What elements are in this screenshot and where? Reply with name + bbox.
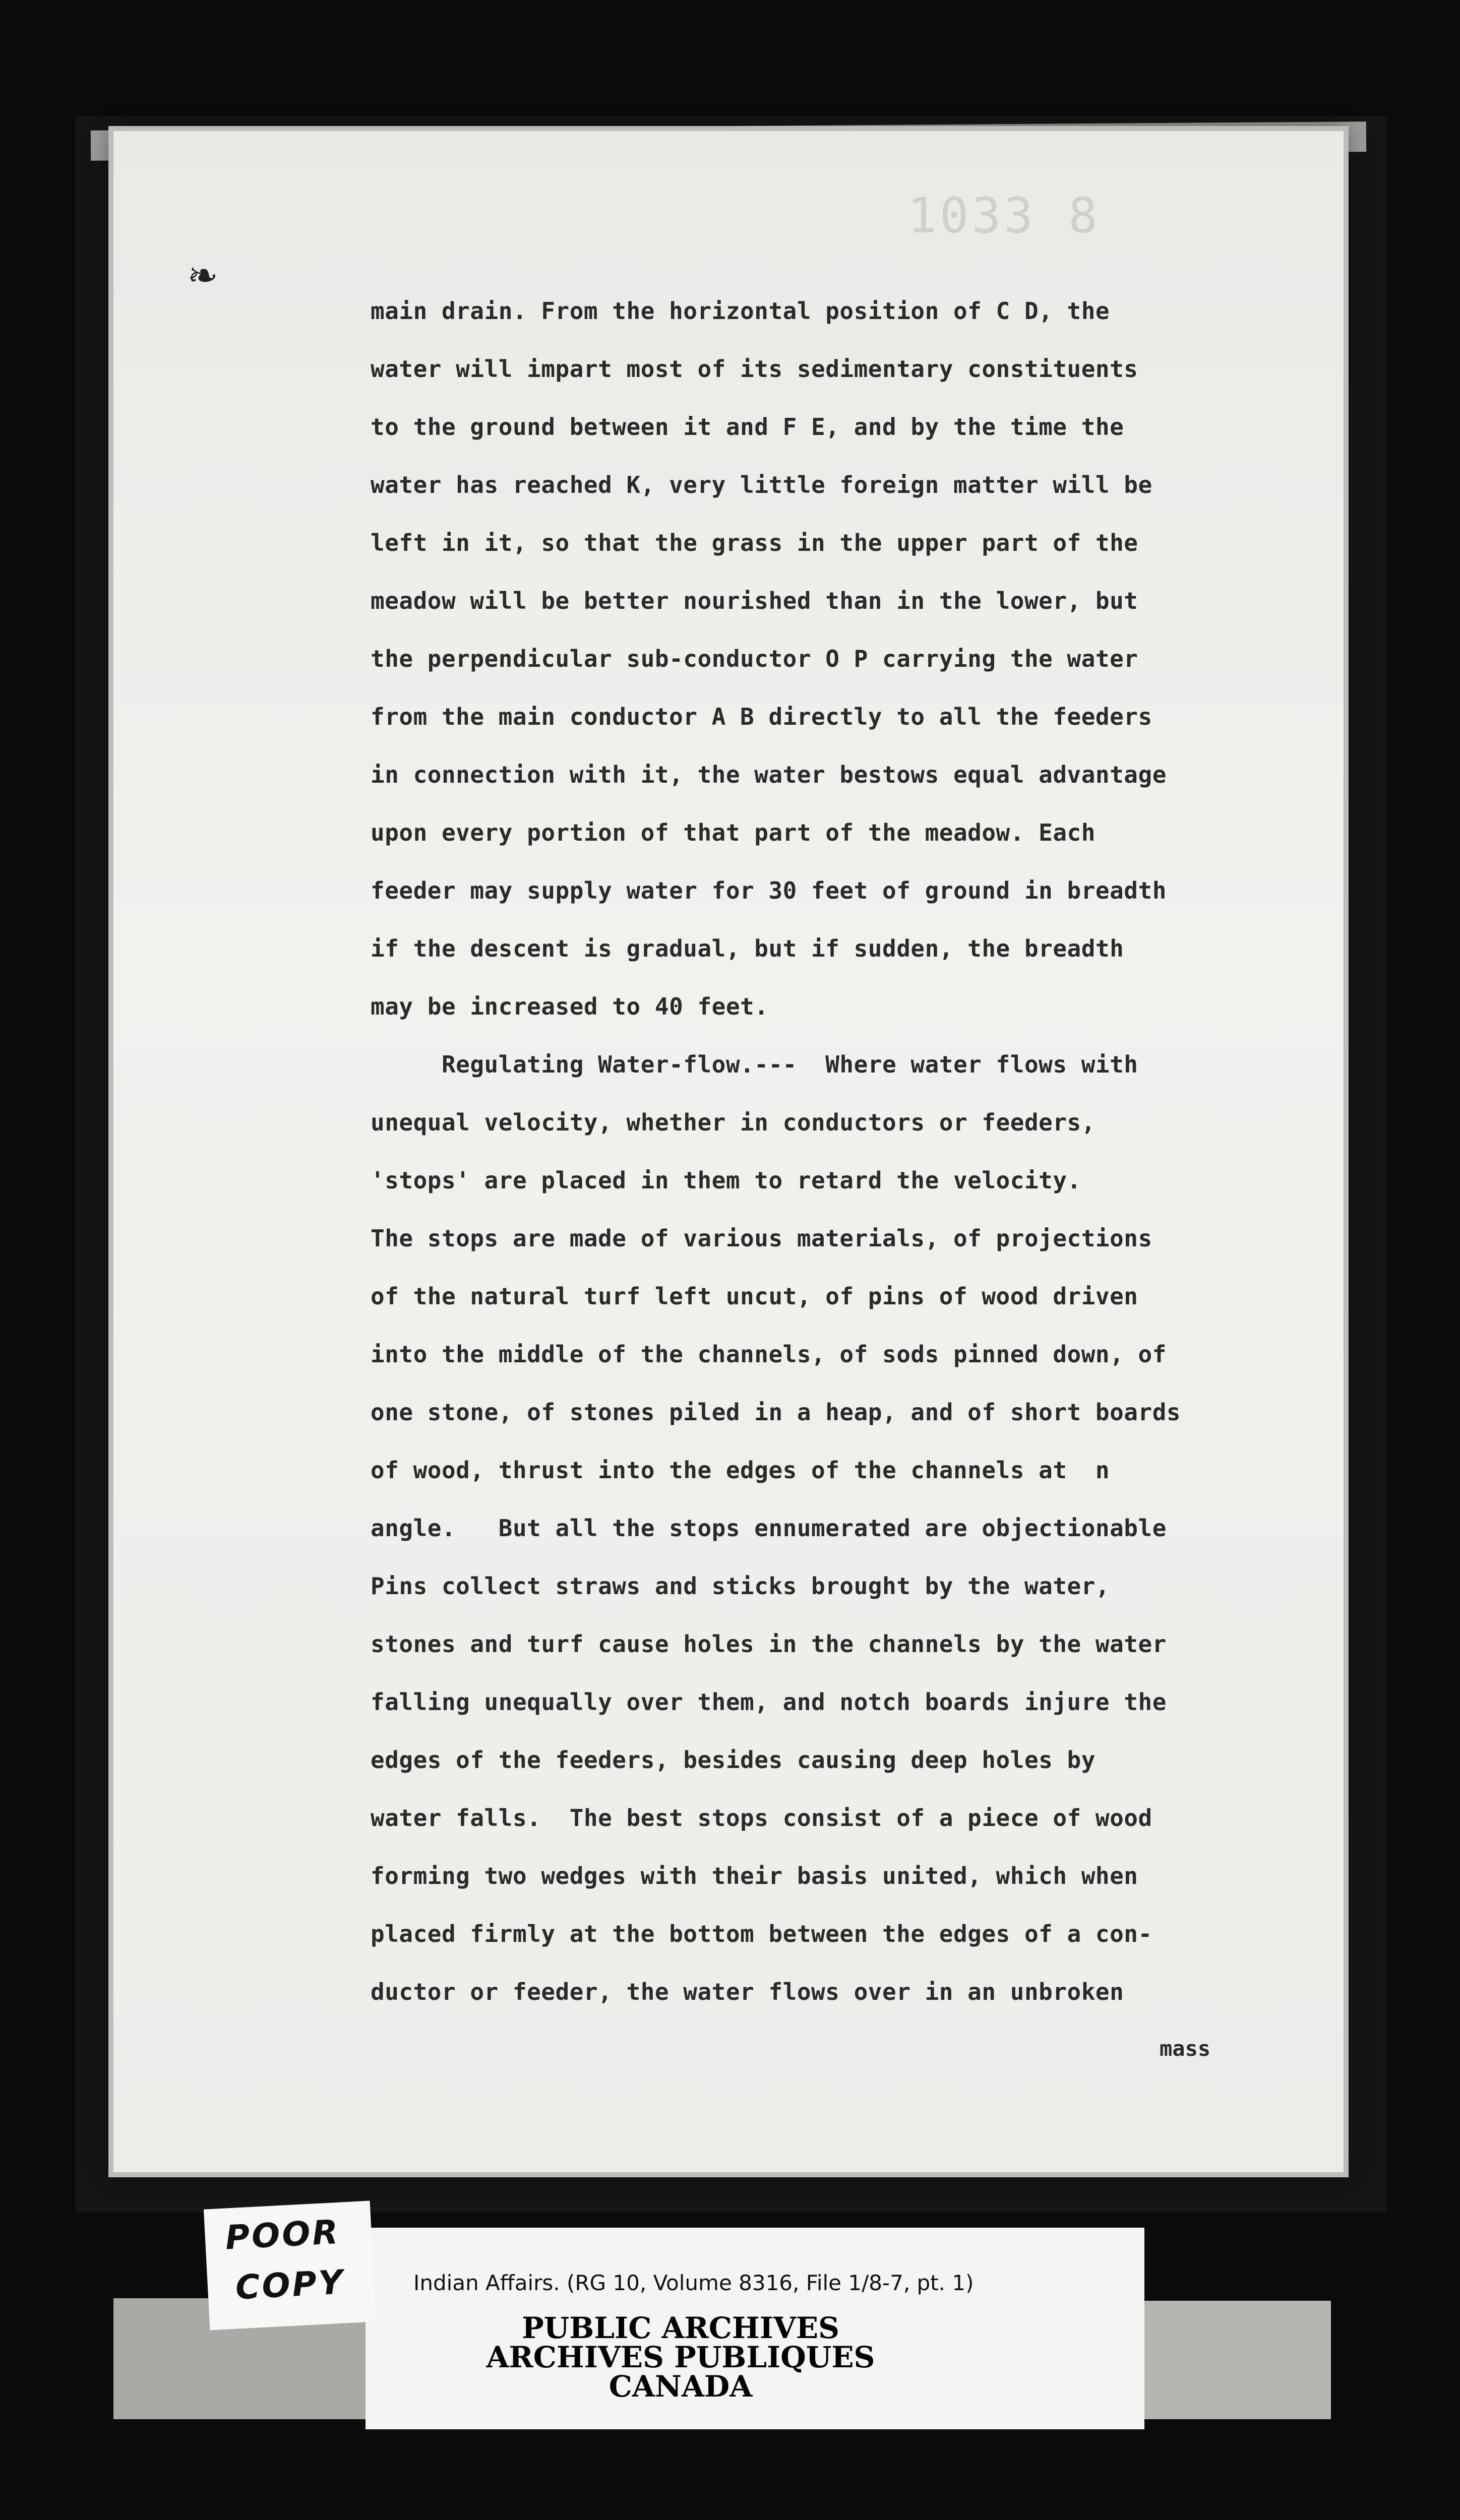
page-stamp-number: 1033 8 [907, 187, 1101, 244]
catchword: mass [1160, 2036, 1211, 2061]
section-heading-line: Regulating Water-flow.--- Where water flows with [371, 1051, 1138, 1078]
text-line: of wood, thrust into the edges of the channels at n [371, 1457, 1110, 1484]
text-line: angle. But all the stops ennumerated are objectionable [371, 1515, 1167, 1542]
text-line: placed firmly at the bottom between the edges of a con- [371, 1920, 1152, 1947]
text-line: left in it, so that the grass in the upper part of the [371, 529, 1138, 556]
poor-copy-line2: COPY [234, 2262, 346, 2307]
text-line: the perpendicular sub-conductor O P carrying the water [371, 645, 1138, 672]
archive-name-french: ARCHIVES PUBLIQUES [486, 2340, 875, 2374]
text-line: one stone, of stones piled in a heap, and of short boards [371, 1399, 1181, 1426]
text-line: unequal velocity, whether in conductors or feeders, [371, 1109, 1096, 1136]
text-line: water has reached K, very little foreign matter will be [371, 471, 1152, 498]
text-line: The stops are made of various materials, of projections [371, 1225, 1152, 1252]
citation-text: Indian Affairs. (RG 10, Volume 8316, File 1/8-7, pt. 1) [413, 2271, 974, 2295]
corner-mark-icon: ❧ [189, 247, 217, 300]
typed-text-body [371, 282, 1298, 2021]
text-line: may be increased to 40 feet. [371, 993, 769, 1020]
text-line: feeder may supply water for 30 feet of ground in breadth [371, 877, 1167, 904]
poor-copy-line1: POOR [224, 2212, 341, 2257]
text-line: from the main conductor A B directly to all the feeders [371, 703, 1152, 730]
text-line: water falls. The best stops consist of a piece of wood [371, 1804, 1152, 1832]
text-line: Pins collect straws and sticks brought by the water, [371, 1572, 1110, 1600]
text-line: 'stops' are placed in them to retard the velocity. [371, 1167, 1081, 1194]
text-line: meadow will be better nourished than in the lower, but [371, 587, 1138, 614]
text-line: into the middle of the channels, of sods pinned down, of [371, 1341, 1167, 1368]
text-line: edges of the feeders, besides causing deep holes by [371, 1746, 1096, 1774]
text-line: if the descent is gradual, but if sudden, the breadth [371, 935, 1124, 962]
text-line: to the ground between it and F E, and by the time the [371, 413, 1124, 440]
text-line: main drain. From the horizontal position of C D, the [371, 297, 1110, 325]
poor-copy-note [204, 2201, 376, 2330]
text-line: of the natural turf left uncut, of pins of wood driven [371, 1283, 1138, 1310]
archive-country: CANADA [609, 2369, 753, 2404]
text-line: in connection with it, the water bestows equal advantage [371, 761, 1167, 788]
text-line: stones and turf cause holes in the channels by the water [371, 1630, 1167, 1658]
text-line: forming two wedges with their basis united, which when [371, 1862, 1138, 1889]
text-line: ductor or feeder, the water flows over in an unbroken [371, 1978, 1124, 2005]
archive-name-english: PUBLIC ARCHIVES [522, 2311, 839, 2345]
text-line: falling unequally over them, and notch boards injure the [371, 1688, 1167, 1716]
text-line: water will impart most of its sedimentary constituents [371, 355, 1138, 383]
text-line: upon every portion of that part of the meadow. Each [371, 819, 1096, 846]
